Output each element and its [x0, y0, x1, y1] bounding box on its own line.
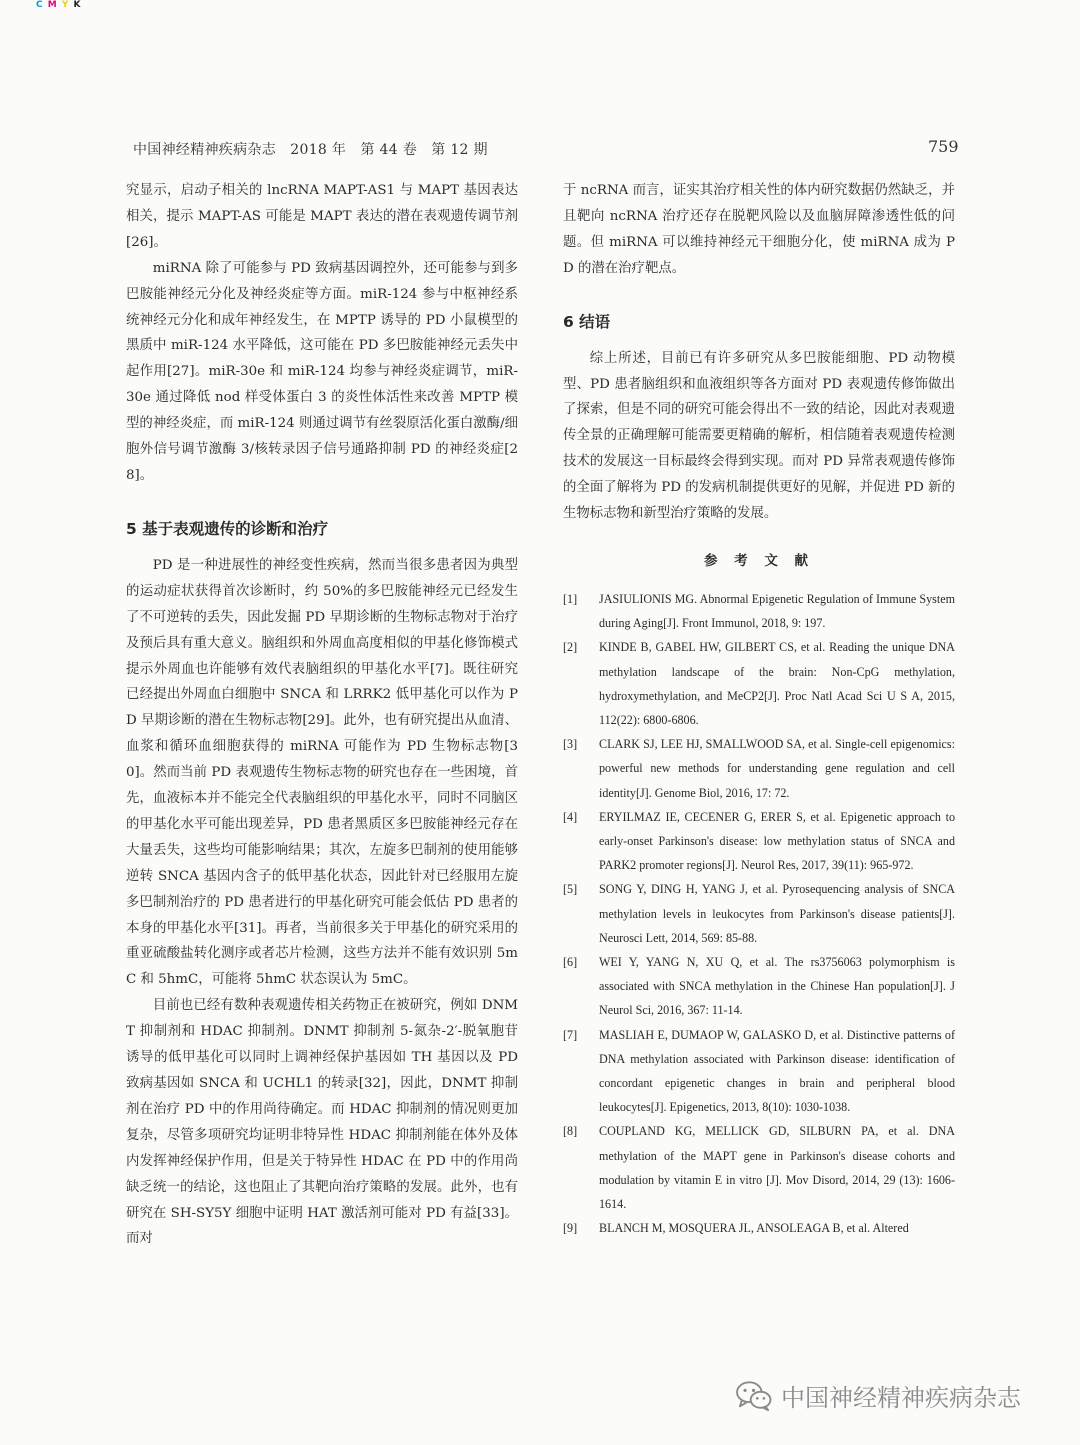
ref-text: MASLIAH E, DUMAOP W, GALASKO D, et al. Distinctive patterns of DNA methylation associated with Parkinson disease: identification of concordant epigenetic changes in brain and peripheral blood leukocytes[J]. Epigenetics, 2013, 8(10): 1030-1038. [599, 1027, 955, 1115]
reference-item [563, 1023, 955, 1120]
ref-text: BLANCH M, MOSQUERA JL, ANSOLEAGA B, et al. Altered [599, 1221, 909, 1236]
paragraph: 于 ncRNA 而言，证实其治疗相关性的体内研究数据仍然缺乏，并且靶向 ncRNA 治疗还存在脱靶风险以及血脑屏障渗透性低的问题。但 miRNA 可以维持神经元干细胞分化，使 miRNA 成为 PD 的潜在治疗靶点。 [563, 183, 955, 276]
section-heading: 5 基于表观遗传的诊断和治疗 [126, 519, 329, 538]
section-heading: 6 结语 [563, 312, 611, 331]
ref-number: [6] [563, 955, 578, 970]
cmyk-color-bar [36, 0, 82, 10]
reference-list [563, 587, 955, 1240]
wechat-watermark [735, 1378, 1021, 1413]
ref-number: [3] [563, 737, 578, 752]
paragraph: miRNA 除了可能参与 PD 致病基因调控外，还可能参与到多巴胺能神经元分化及神经炎症等方面。miR-124 参与中枢神经系统神经元分化和成年神经发生，在 MPTP 诱导的 PD 小鼠模型的黑质中 miR-124 水平降低，这可能在 PD 多巴胺能神经元丢失中起作用[27]。miR-30e 和 miR-124 均参与神经炎症调节，miR-30e 通过降低 nod 样受体蛋白 3 的炎性体活性来改善 MPTP 模型的神经炎症，而 miR-124 则通过调节有丝裂原活化蛋白激酶/细胞外信号调节激酶 3/核转录因子信号通路抑制 PD 的神经炎症[28]。 [126, 260, 518, 483]
ref-text: SONG Y, DING H, YANG J, et al. Pyrosequencing analysis of SNCA methylation levels in leukocytes from Parkinson's disease patients[J]. Neurosci Lett, 2014, 569: 85-88. [599, 882, 955, 945]
ref-number: [9] [563, 1221, 578, 1236]
reference-item [563, 950, 955, 1023]
cmyk-y: Y [61, 0, 70, 10]
reference-item [563, 1216, 955, 1240]
paragraph: 究显示，启动子相关的 lncRNA MAPT-AS1 与 MAPT 基因表达相关，提示 MAPT-AS 可能是 MAPT 表达的潜在表观遗传调节剂[26]。 [126, 183, 518, 250]
left-column [126, 178, 518, 1252]
reference-item [563, 732, 955, 805]
right-column [563, 178, 955, 1240]
ref-number: [4] [563, 809, 578, 824]
ref-number: [5] [563, 882, 578, 897]
cmyk-k: K [73, 0, 82, 10]
reference-item [563, 1119, 955, 1216]
reference-item [563, 805, 955, 878]
wechat-icon [735, 1380, 773, 1412]
ref-text: ERYILMAZ IE, CECENER G, ERER S, et al. Epigenetic approach to early-onset Parkinson's disease: low methylation status of SNCA and PARK2 promoter regions[J]. Neurol Res, 2017, 39(11): 965-972. [599, 809, 955, 873]
references-title: 参 考 文 献 [703, 552, 815, 569]
ref-number: [8] [563, 1124, 578, 1139]
ref-number: [1] [563, 591, 578, 606]
running-header: 中国神经精神疾病杂志 2018 年 第 44 卷 第 12 期 [133, 142, 488, 158]
ref-number: [7] [563, 1027, 578, 1042]
reference-item [563, 635, 955, 732]
ref-text: COUPLAND KG, MELLICK GD, SILBURN PA, et al. DNA methylation of the MAPT gene in Parkinson's disease cohorts and modulation by vitamin E in vitro [J]. Mov Disord, 2014, 29 (13): 1606-1614. [599, 1124, 955, 1212]
watermark-text: 中国神经精神疾病杂志 [781, 1384, 1021, 1412]
ref-text: CLARK SJ, LEE HJ, SMALLWOOD SA, et al. Single-cell epigenomics: powerful new methods for understanding gene regulation and cell identity[J]. Genome Biol, 2016, 17: 72. [599, 737, 955, 800]
paragraph: PD 是一种进展性的神经变性疾病，然而当很多患者因为典型的运动症状获得首次诊断时，约 50%的多巴胺能神经元已经发生了不可逆转的丢失，因此发掘 PD 早期诊断的生物标志物对于治疗及预后具有重大意义。脑组织和外周血高度相似的甲基化修饰模式提示外周血也许能够有效代表脑组织的甲基化水平[7]。既往研究已经提出外周血白细胞中 SNCA 和 LRRK2 低甲基化可以作为 PD 早期诊断的潜在生物标志物[29]。此外，也有研究提出从血清、血浆和循环血细胞获得的 miRNA 可能作为 PD 生物标志物[30]。然而当前 PD 表观遗传生物标志物的研究也存在一些困境，首先，血液标本并不能完全代表脑组织的甲基化水平，同时不同脑区的甲基化水平可能出现差异，PD 患者黑质区多巴胺能神经元存在大量丢失，这些均可能影响结果；其次，左旋多巴制剂的使用能够逆转 SNCA 基因内含子的低甲基化状态，因此针对已经服用左旋多巴制剂治疗的 PD 患者进行的甲基化研究可能会低估 PD 患者的本身的甲基化水平[31]。再者，当前很多关于甲基化的研究采用的重亚硫酸盐转化测序或者芯片检测，这些方法并不能有效识别 5mC 和 5hmC，可能将 5hmC 状态误认为 5mC。 [126, 557, 518, 988]
ref-text: WEI Y, YANG N, XU Q, et al. The rs3756063 polymorphism is associated with SNCA methylation in the Chinese Han population[J]. J Neurol Sci, 2016, 367: 11-14. [599, 955, 955, 1018]
ref-text: KINDE B, GABEL HW, GILBERT CS, et al. Reading the unique DNA methylation landscape of the brain: Non-CpG methylation, hydroxymethylation, and MeCP2[J]. Proc Natl Acad Sci U S A, 2015, 112(22): 6800-6806. [599, 640, 955, 727]
reference-item [563, 587, 955, 635]
cmyk-c: C [36, 0, 44, 10]
ref-text: JASIULIONIS MG. Abnormal Epigenetic Regulation of Immune System during Aging[J]. Front Immunol, 2018, 9: 197. [599, 591, 955, 631]
paragraph: 目前也已经有数种表观遗传相关药物正在被研究，例如 DNMT 抑制剂和 HDAC 抑制剂。DNMT 抑制剂 5-氮杂-2′-脱氧胞苷诱导的低甲基化可以同时上调神经保护基因如 TH 基因以及 PD 致病基因如 SNCA 和 UCHL1 的转录[32]，因此，DNMT 抑制剂在治疗 PD 中的作用尚待确定。而 HDAC 抑制剂的情况则更加复杂，尽管多项研究均证明非特异性 HDAC 抑制剂能在体外及体内发挥神经保护作用，但是关于特异性 HDAC 在 PD 中的作用尚缺乏统一的结论，这也阻止了其靶向治疗策略的发展。此外，也有研究在 SH-SY5Y 细胞中证明 HAT 激活剂可能对 PD 有益[33]。而对 [126, 998, 518, 1247]
paragraph: 综上所述，目前已有许多研究从多巴胺能细胞、PD 动物模型、PD 患者脑组织和血液组织等各方面对 PD 表观遗传修饰做出了探索，但是不同的研究可能会得出不一致的结论，因此对表观遗传全景的正确理解可能需要更精确的解析，相信随着表观遗传检测技术的发展这一目标最终会得到实现。而对 PD 异常表观遗传修饰的全面了解将为 PD 的发病机制提供更好的见解，并促进 PD 新的生物标志物和新型治疗策略的发展。 [563, 350, 955, 522]
ref-number: [2] [563, 640, 578, 655]
page-number: 759 [928, 137, 959, 156]
cmyk-m: M [47, 0, 58, 10]
reference-item [563, 877, 955, 950]
